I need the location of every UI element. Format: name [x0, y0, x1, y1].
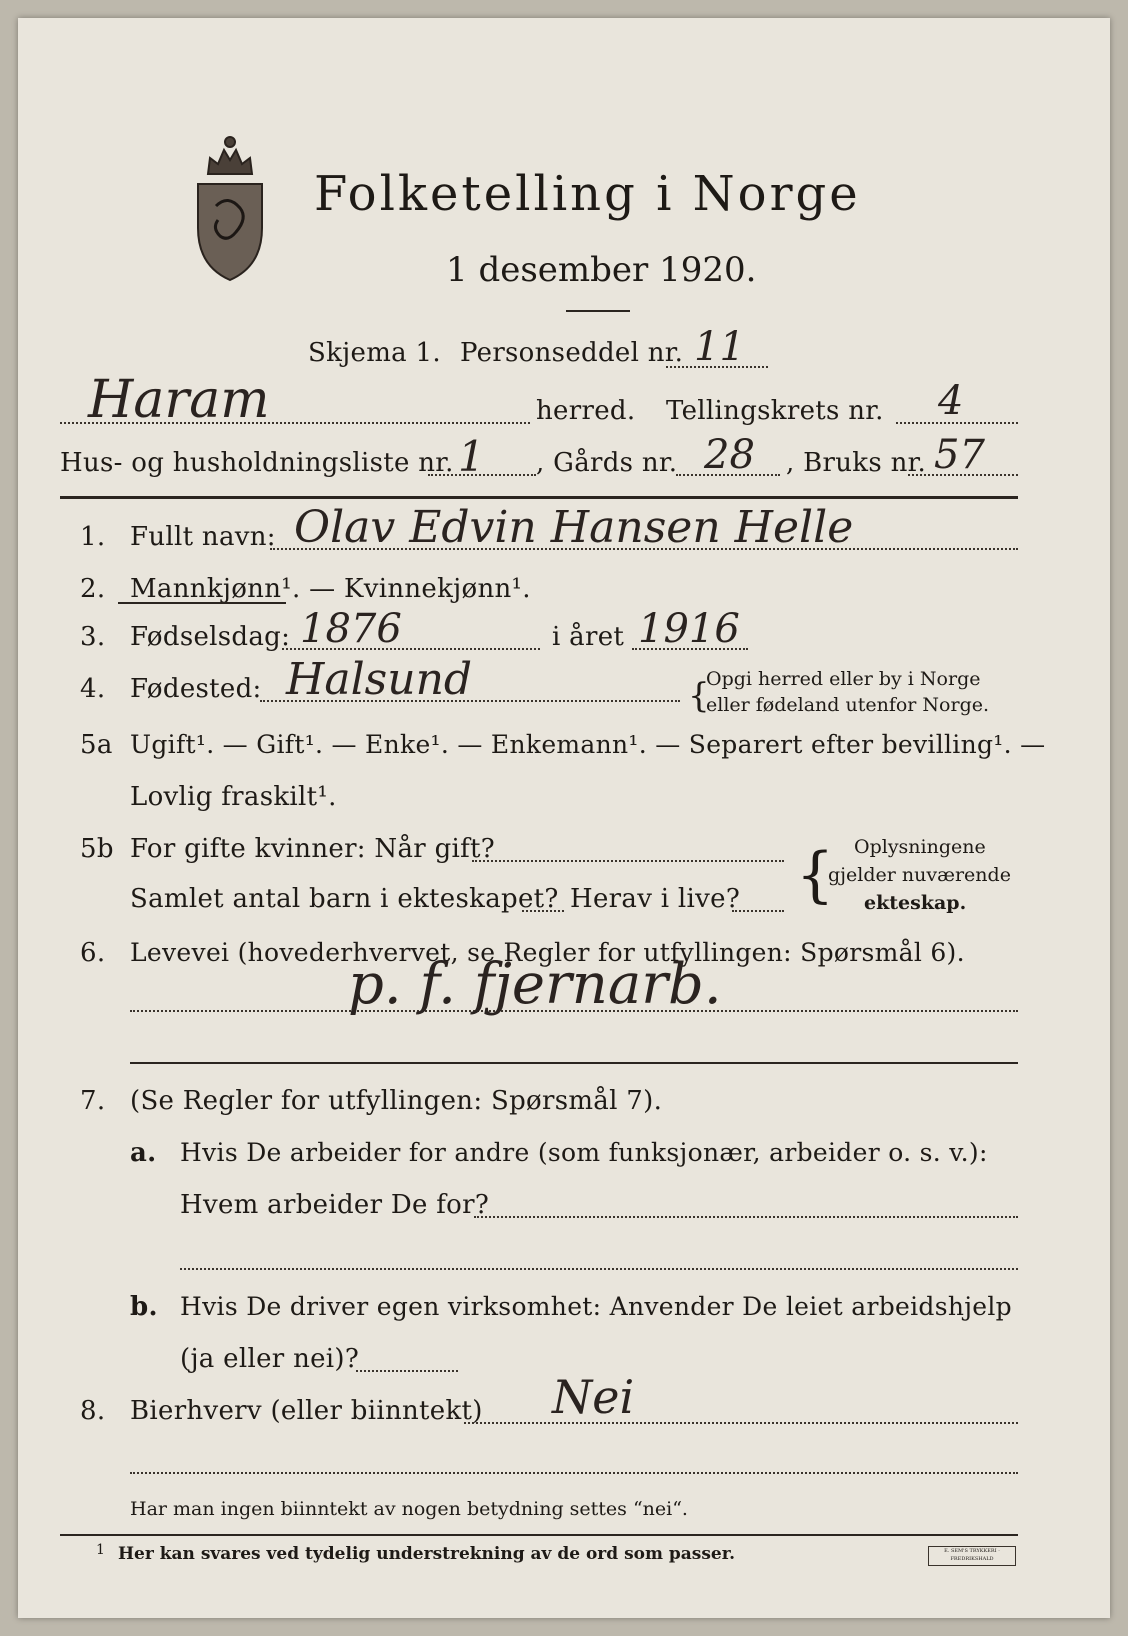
q4-note-line2: eller fødeland utenfor Norge. [706, 694, 990, 716]
q5a-label[interactable]: Ugift¹. — Gift¹. — Enke¹. — Enkemann¹. — Separert efter bevilling¹. — [130, 730, 1046, 759]
q8-number: 8. [80, 1396, 106, 1426]
tellingskrets-value: 4 [938, 378, 964, 424]
employer-field[interactable] [474, 1216, 1018, 1218]
q5b-label: For gifte kvinner: Når gift? [130, 834, 496, 864]
q5b-label-2: Samlet antal barn i ekteskapet? [130, 884, 559, 914]
side-income-field-2[interactable] [130, 1472, 1018, 1474]
gards-value: 28 [704, 432, 755, 478]
q7b-label: Hvis De driver egen virksomhet: Anvender De leiet arbeidshjelp [180, 1292, 1012, 1321]
q7-number: 7. [80, 1086, 106, 1116]
q7a-label: Hvis De arbeider for andre (som funksjonær, arbeider o. s. v.): [180, 1138, 988, 1167]
birthday-value: 1876 [300, 606, 402, 652]
tellingskrets-label: Tellingskrets nr. [666, 396, 884, 426]
side-income-field[interactable] [464, 1422, 1018, 1424]
q6-number: 6. [80, 938, 106, 968]
q6-label: Levevei (hovederhvervet, se Regler for utfyllingen: Spørsmål 6). [130, 938, 965, 967]
birth-year-value: 1916 [638, 606, 740, 652]
title-rule [566, 310, 630, 312]
q4-label: Fødested: [130, 674, 262, 704]
q7a-letter: a. [130, 1138, 157, 1168]
census-form [18, 18, 1110, 1618]
married-when-field[interactable] [472, 860, 784, 862]
personseddel-value: 11 [694, 324, 745, 370]
q5b-note-line1: Oplysningene [854, 836, 986, 858]
q4-number: 4. [80, 674, 106, 704]
q7b-label-2: (ja eller nei)? [180, 1344, 360, 1374]
gards-label: , Gårds nr. [536, 448, 678, 478]
q4-note-line1: Opgi herred eller by i Norge [706, 668, 981, 690]
q1-number: 1. [80, 522, 106, 552]
hus-label: Hus- og husholdningsliste nr. [60, 448, 454, 478]
q5b-label-3: Herav i live? [570, 884, 741, 914]
q5a-number: 5a [80, 730, 113, 760]
q3-label: Fødselsdag: [130, 622, 291, 652]
bruks-label: , Bruks nr. [786, 448, 927, 478]
q8-label: Bierhverv (eller biinntekt) [130, 1396, 483, 1426]
children-count-field[interactable] [522, 910, 564, 912]
footnote-divider [60, 1534, 1018, 1536]
q5a-label-2[interactable]: Lovlig fraskilt¹. [130, 782, 337, 812]
q7a-label-2: Hvem arbeider De for? [180, 1190, 490, 1220]
q2-number: 2. [80, 574, 106, 604]
occupation-value: p. f. fjernarb. [348, 952, 722, 1017]
form-title: Folketelling i Norge [314, 166, 861, 222]
hired-help-field[interactable] [356, 1370, 458, 1372]
herred-label: herred. [536, 396, 636, 426]
personseddel-label: Personseddel nr. [460, 338, 684, 368]
q5b-number: 5b [80, 834, 114, 864]
q7b-letter: b. [130, 1292, 158, 1322]
q4-brace: { [688, 676, 710, 716]
printer-stamp: E. SEM'S TRYKKERI · FREDRIKSHALD [928, 1546, 1016, 1566]
children-alive-field[interactable] [732, 910, 784, 912]
section-divider [60, 496, 1018, 499]
side-income-value: Nei [552, 1370, 635, 1424]
q5b-brace: { [796, 840, 835, 910]
q3-number: 3. [80, 622, 106, 652]
bruks-value: 57 [934, 432, 985, 478]
hus-value: 1 [458, 432, 485, 481]
footnote-mark: 1 [96, 1542, 105, 1558]
q2-label[interactable]: Mannkjønn¹. — Kvinnekjønn¹. [130, 574, 531, 604]
full-name-value: Olav Edvin Hansen Helle [294, 502, 854, 553]
occupation-field-2[interactable] [130, 1062, 1018, 1064]
schema-label: Skjema 1. [308, 338, 441, 368]
q8-note: Har man ingen biinntekt av nogen betydning settes “nei“. [130, 1498, 688, 1520]
gender-underline-mark [118, 602, 286, 604]
coat-of-arms-icon [190, 128, 270, 288]
q1-label: Fullt navn: [130, 522, 276, 552]
q5b-note-line3: ekteskap. [864, 892, 967, 914]
employer-field-2[interactable] [180, 1268, 1018, 1270]
q5b-note-line2: gjelder nuværende [828, 864, 1011, 886]
q3-year-label: i året [552, 622, 625, 652]
footnote-text: Her kan svares ved tydelig understrekning av de ord som passer. [118, 1544, 736, 1564]
birthplace-value: Halsund [286, 654, 473, 705]
herred-value: Haram [88, 370, 270, 430]
q7-label: (Se Regler for utfyllingen: Spørsmål 7). [130, 1086, 663, 1116]
census-date: 1 desember 1920. [446, 250, 757, 290]
